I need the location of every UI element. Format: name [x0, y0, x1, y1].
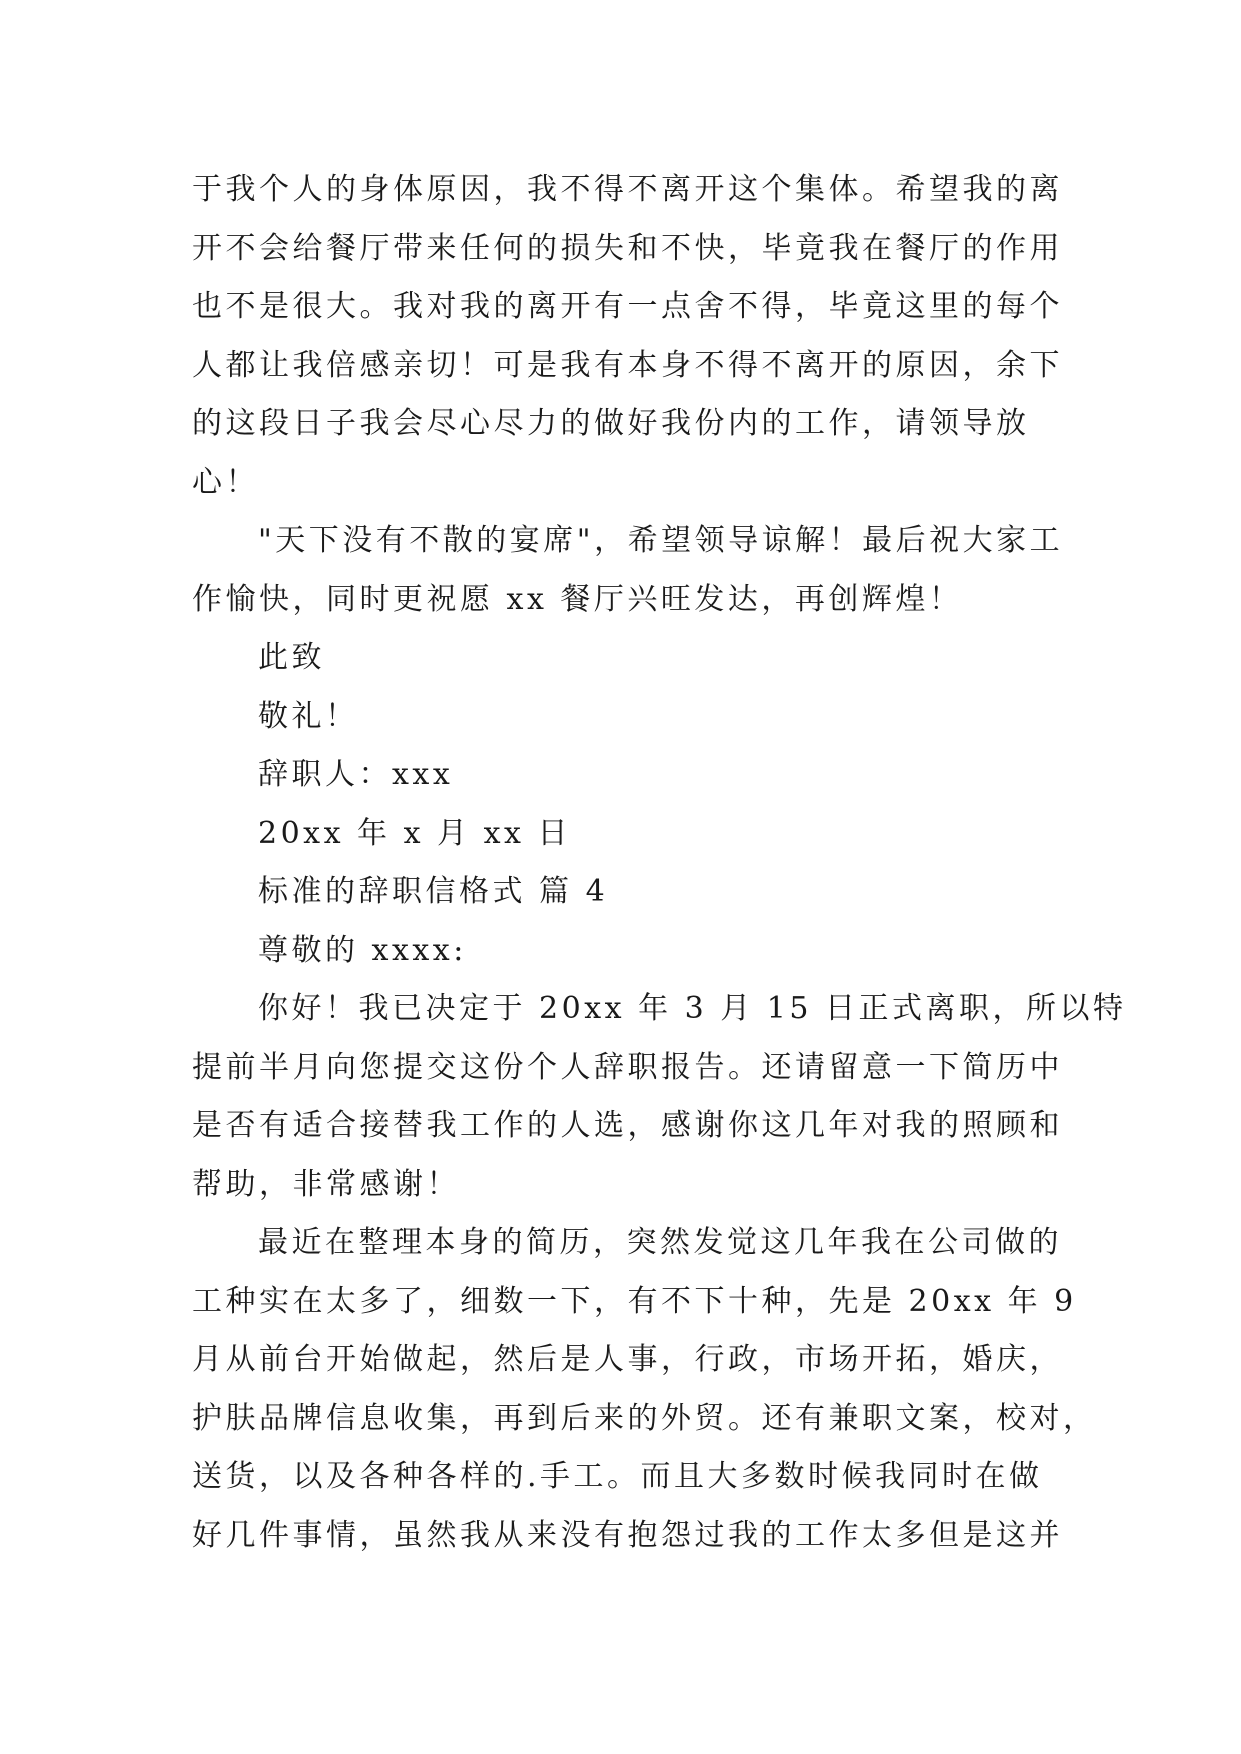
text-line: 也不是很大。我对我的离开有一点舍不得，毕竟这里的每个	[192, 289, 1063, 324]
text-line: "天下没有不散的宴席"，希望领导谅解！最后祝大家工	[258, 523, 1064, 558]
text-line: 护肤品牌信息收集，再到后来的外贸。还有兼职文案，校对，	[192, 1400, 1097, 1436]
text-line: 敬礼！	[258, 698, 359, 734]
text-line: 最近在整理本身的简历，突然发觉这几年我在公司做的	[258, 1225, 1062, 1260]
text-line: 标准的辞职信格式 篇 4	[258, 874, 609, 909]
text-line: 人都让我倍感亲切！可是我有本身不得不离开的原因，余下	[192, 347, 1063, 383]
text-line: 好几件事情，虽然我从来没有抱怨过我的工作太多但是这并	[192, 1517, 1063, 1553]
text-line: 你好！我已决定于 20xx 年 3 月 15 日正式离职，所以特	[258, 991, 1127, 1026]
text-line: 工种实在太多了，细数一下，有不下十种，先是 20xx 年 9	[192, 1283, 1077, 1319]
letter-body	[192, 161, 1127, 1565]
text-line: 月从前台开始做起，然后是人事，行政，市场开拓，婚庆，	[192, 1342, 1063, 1377]
text-line: 心！	[192, 464, 259, 500]
text-line: 辞职人：xxx	[258, 757, 454, 792]
text-line: 于我个人的身体原因，我不得不离开这个集体。希望我的离	[192, 172, 1063, 207]
text-line: 开不会给餐厅带来任何的损失和不快，毕竟我在餐厅的作用	[192, 230, 1063, 266]
text-line: 的这段日子我会尽心尽力的做好我份内的工作，请领导放	[192, 406, 1030, 441]
text-line: 20xx 年 x 月 xx 日	[258, 815, 571, 851]
text-line: 是否有适合接替我工作的人选，感谢你这几年对我的照顾和	[192, 1108, 1063, 1143]
text-line: 提前半月向您提交这份个人辞职报告。还请留意一下简历中	[192, 1049, 1063, 1085]
text-line: 尊敬的 xxxx:	[258, 932, 467, 968]
text-line: 作愉快，同时更祝愿 xx 餐厅兴旺发达，再创辉煌！	[192, 581, 963, 617]
text-line: 帮助，非常感谢！	[192, 1166, 460, 1202]
text-line: 此致	[258, 640, 325, 675]
text-line: 送货，以及各种各样的.手工。而且大多数时候我同时在做	[192, 1459, 1043, 1494]
